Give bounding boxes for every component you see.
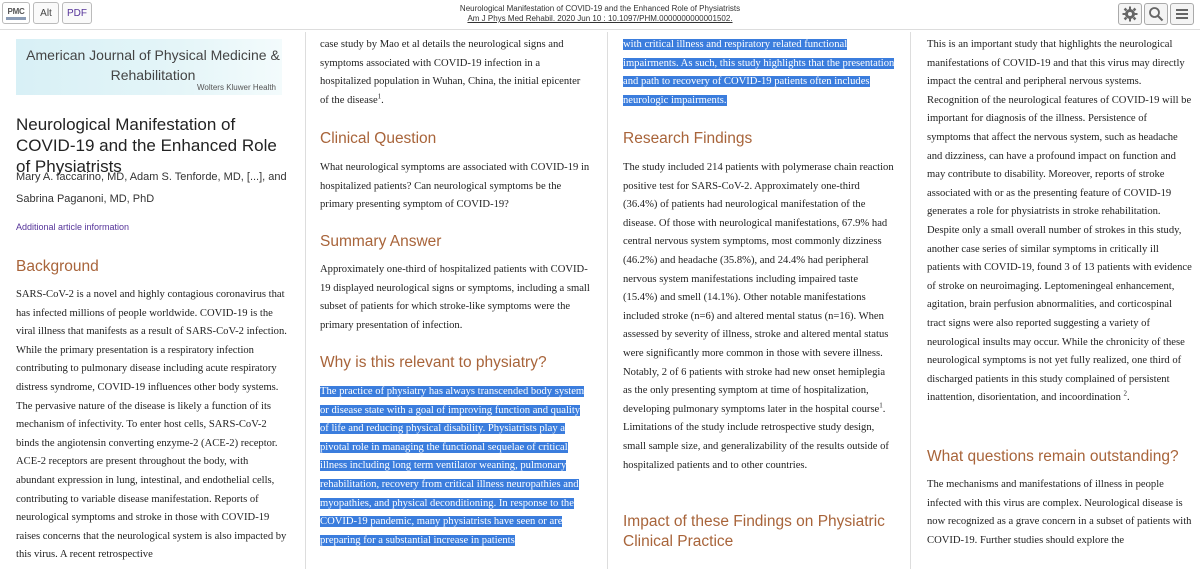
- research-findings-end: . Limitations of the study include retrospective study design, small sample size, and generalizability of the results outside of hospitalized patients and to other countries.: [623, 403, 889, 471]
- research-findings-paragraph: [623, 159, 895, 475]
- summary-answer-text: Approximately one-third of hospitalized patients with COVID-19 displayed neurological signs or symptoms, including a small subset of patients for which stroke-like symptoms were the primary presentation of infection.: [320, 264, 590, 331]
- pdf-button[interactable]: PDF: [62, 2, 92, 24]
- continuation-text: with critical illness and respiratory related functional impairments. As such, this study highlights that the presentation and path to recovery of COVID-19 patients often includes neurologic impairments.: [623, 39, 895, 106]
- column-2: [320, 32, 590, 569]
- research-findings-heading: Research Findings: [623, 130, 753, 147]
- impact-reference[interactable]: 2: [1123, 389, 1128, 398]
- background-heading: Background: [16, 258, 99, 275]
- background-text: SARS-CoV-2 is a novel and highly contagious coronavirus that has infected millions of people worldwide. COVID-19 is the viral illness that manifests as a result of SARS-CoV-2 infection. While the primary presentation is a respiratory infection contributing to pulmonary disease including acute respiratory distress syndrome, COVID-19 influences other body systems. The pervasive nature of the disease is likely a function of its mechanism of infectivity. To enter host cells, SARS-CoV-2 binds the angiotensin converting enzyme-2 (ACE-2) receptor. ACE-2 receptors are present throughout the body, with abundant expression in lung, intestinal, and endothelial cells, contributing to variable disease manifestation. Reports of neurological symptoms and stroke in those with COVID-19 raises concerns that the neurological system is also impacted by this virus. A recent retrospective: [16, 289, 287, 561]
- article-authors[interactable]: Mary A. Iaccarino, MD, Adam S. Tenforde, MD, [...], and Sabrina Paganoni, MD, PhD: [16, 171, 287, 205]
- column-3: [623, 32, 895, 569]
- impact-paragraph: [927, 36, 1192, 408]
- toolbar-right-tools: [1118, 3, 1194, 25]
- questions-text: The mechanisms and manifestations of illness in people infected with this virus are complex. Neurological disease is now recognized as a grave concern in a subset of patients with COVID-19. Further studies should explore the: [927, 479, 1192, 546]
- intro-reference[interactable]: 1: [377, 92, 382, 101]
- viewer-toolbar: [0, 0, 1200, 30]
- menu-button[interactable]: [1170, 3, 1194, 25]
- summary-answer-heading: Summary Answer: [320, 233, 442, 250]
- pmc-logo-label: PMC: [7, 6, 25, 16]
- journal-name: American Journal of Physical Medicine & Rehabilitation: [26, 47, 280, 83]
- gear-icon: [1122, 6, 1138, 22]
- intro-text: case study by Mao et al details the neurological signs and symptoms associated with COVID-19 infection in a hospitalized population in Wuhan, China, the initial epicenter of the disease: [320, 39, 581, 106]
- header-citation-link[interactable]: Am J Phys Med Rehabil. 2020 Jun 10 : 10.1097/PHM.0000000000001502.: [467, 14, 733, 23]
- journal-banner[interactable]: [16, 39, 282, 95]
- alt-button[interactable]: Alt: [33, 2, 59, 24]
- continuation-paragraph: [623, 36, 895, 110]
- hamburger-menu-icon: [1174, 6, 1190, 22]
- column-divider: [910, 32, 911, 569]
- impact-text: This is an important study that highlights the neurological manifestations of COVID-19 and that this virus may directly impact the central and peripheral nervous systems. Recognition of the neurological features of COVID-19 will be important for diagnosis of the illness. Persistence of symptoms that affect the nervous system, such as headache and dizziness, can have a profound impact on function and may contribute to disability. Moreover, reports of stroke associated with or as the presenting feature of COVID-19 generates a role for physiatrists in stroke rehabilitation. Despite only a small overall number of strokes in this study, another case series of similar symptoms in critically ill patients with COVID-19, found 3 of 13 patients with evidence of stroke on neuroimaging. Leptomeningeal enhancement, agitation, brain perfusion abnormalities, and corticospinal tract signs were also reported suggesting a variety of neurological insults may occur. While the chronicity of these neurological symptoms is not yet fully realized, one third of discharged patients in this study complained of persistent inattention, disorientation, and incoordination: [927, 39, 1192, 404]
- questions-heading: What questions remain outstanding?: [927, 448, 1179, 465]
- why-relevant-heading: Why is this relevant to physiatry?: [320, 354, 547, 371]
- header-article-title: Neurological Manifestation of COVID-19 and the Enhanced Role of Physiatrists: [459, 4, 741, 13]
- settings-button[interactable]: [1118, 3, 1142, 25]
- additional-info-link[interactable]: Additional article information: [16, 222, 130, 232]
- search-button[interactable]: [1144, 3, 1168, 25]
- clinical-question-text: What neurological symptoms are associated with COVID-19 in hospitalized patients? Can neurological symptoms be the primary presenting symptom of COVID-19?: [320, 162, 590, 211]
- research-findings-text: The study included 214 patients with polymerase chain reaction positive test for SARS-CoV-2. Approximately one-third (36.4%) of patients had neurological manifestation of the disease. Of those with neurological manifestations, 67.9% had central nervous system symptoms, most commonly dizziness (46.2%) and headache (35.8%), and 24.4% had peripheral nervous system manifestations including impaired taste (15.4%) and smell (14.1%). Other notable manifestations included stroke (n=6) and altered mental status (n=16). When assessed by severity of illness, stroke and altered mental status were significantly more common in those with severe illness. Notably, 2 of 6 patients with stroke had new onset hemiplegia as the only presenting symptom at time of hospitalization, developing pulmonary symptoms later in the hospital course: [623, 162, 894, 415]
- column-1: [16, 32, 288, 569]
- why-relevant-text: The practice of physiatry has always transcended body system or disease state with a goal of improving function and quality of life and reducing physical disability. Physiatrists play a pivotal role in managing the functional sequelae of critical illness including long term ventilator weaning, pulmonary rehabilitation, recovery from critical illness neuropathies and myopathies, and physical deconditioning. In response to the COVID-19 pandemic, many physiatrists have seen or are preparing for a substantial increase in patients: [320, 386, 585, 546]
- search-icon: [1148, 6, 1164, 22]
- intro-end: .: [381, 94, 384, 106]
- clinical-question-heading: Clinical Question: [320, 130, 437, 147]
- research-findings-reference[interactable]: 1: [879, 401, 883, 410]
- impact-end: .: [1127, 392, 1130, 404]
- column-divider: [305, 32, 306, 569]
- impact-heading: Impact of these Findings on Physiatric Clinical Practice: [623, 513, 885, 550]
- column-divider: [607, 32, 608, 569]
- article-title: Neurological Manifestation of COVID-19 and the Enhanced Role of Physiatrists: [16, 115, 277, 176]
- column-4: [927, 32, 1192, 569]
- why-relevant-paragraph: [320, 383, 590, 550]
- intro-paragraph: [320, 36, 590, 110]
- publisher-name: Wolters Kluwer Health: [197, 83, 276, 92]
- header-citation[interactable]: [0, 14, 1200, 23]
